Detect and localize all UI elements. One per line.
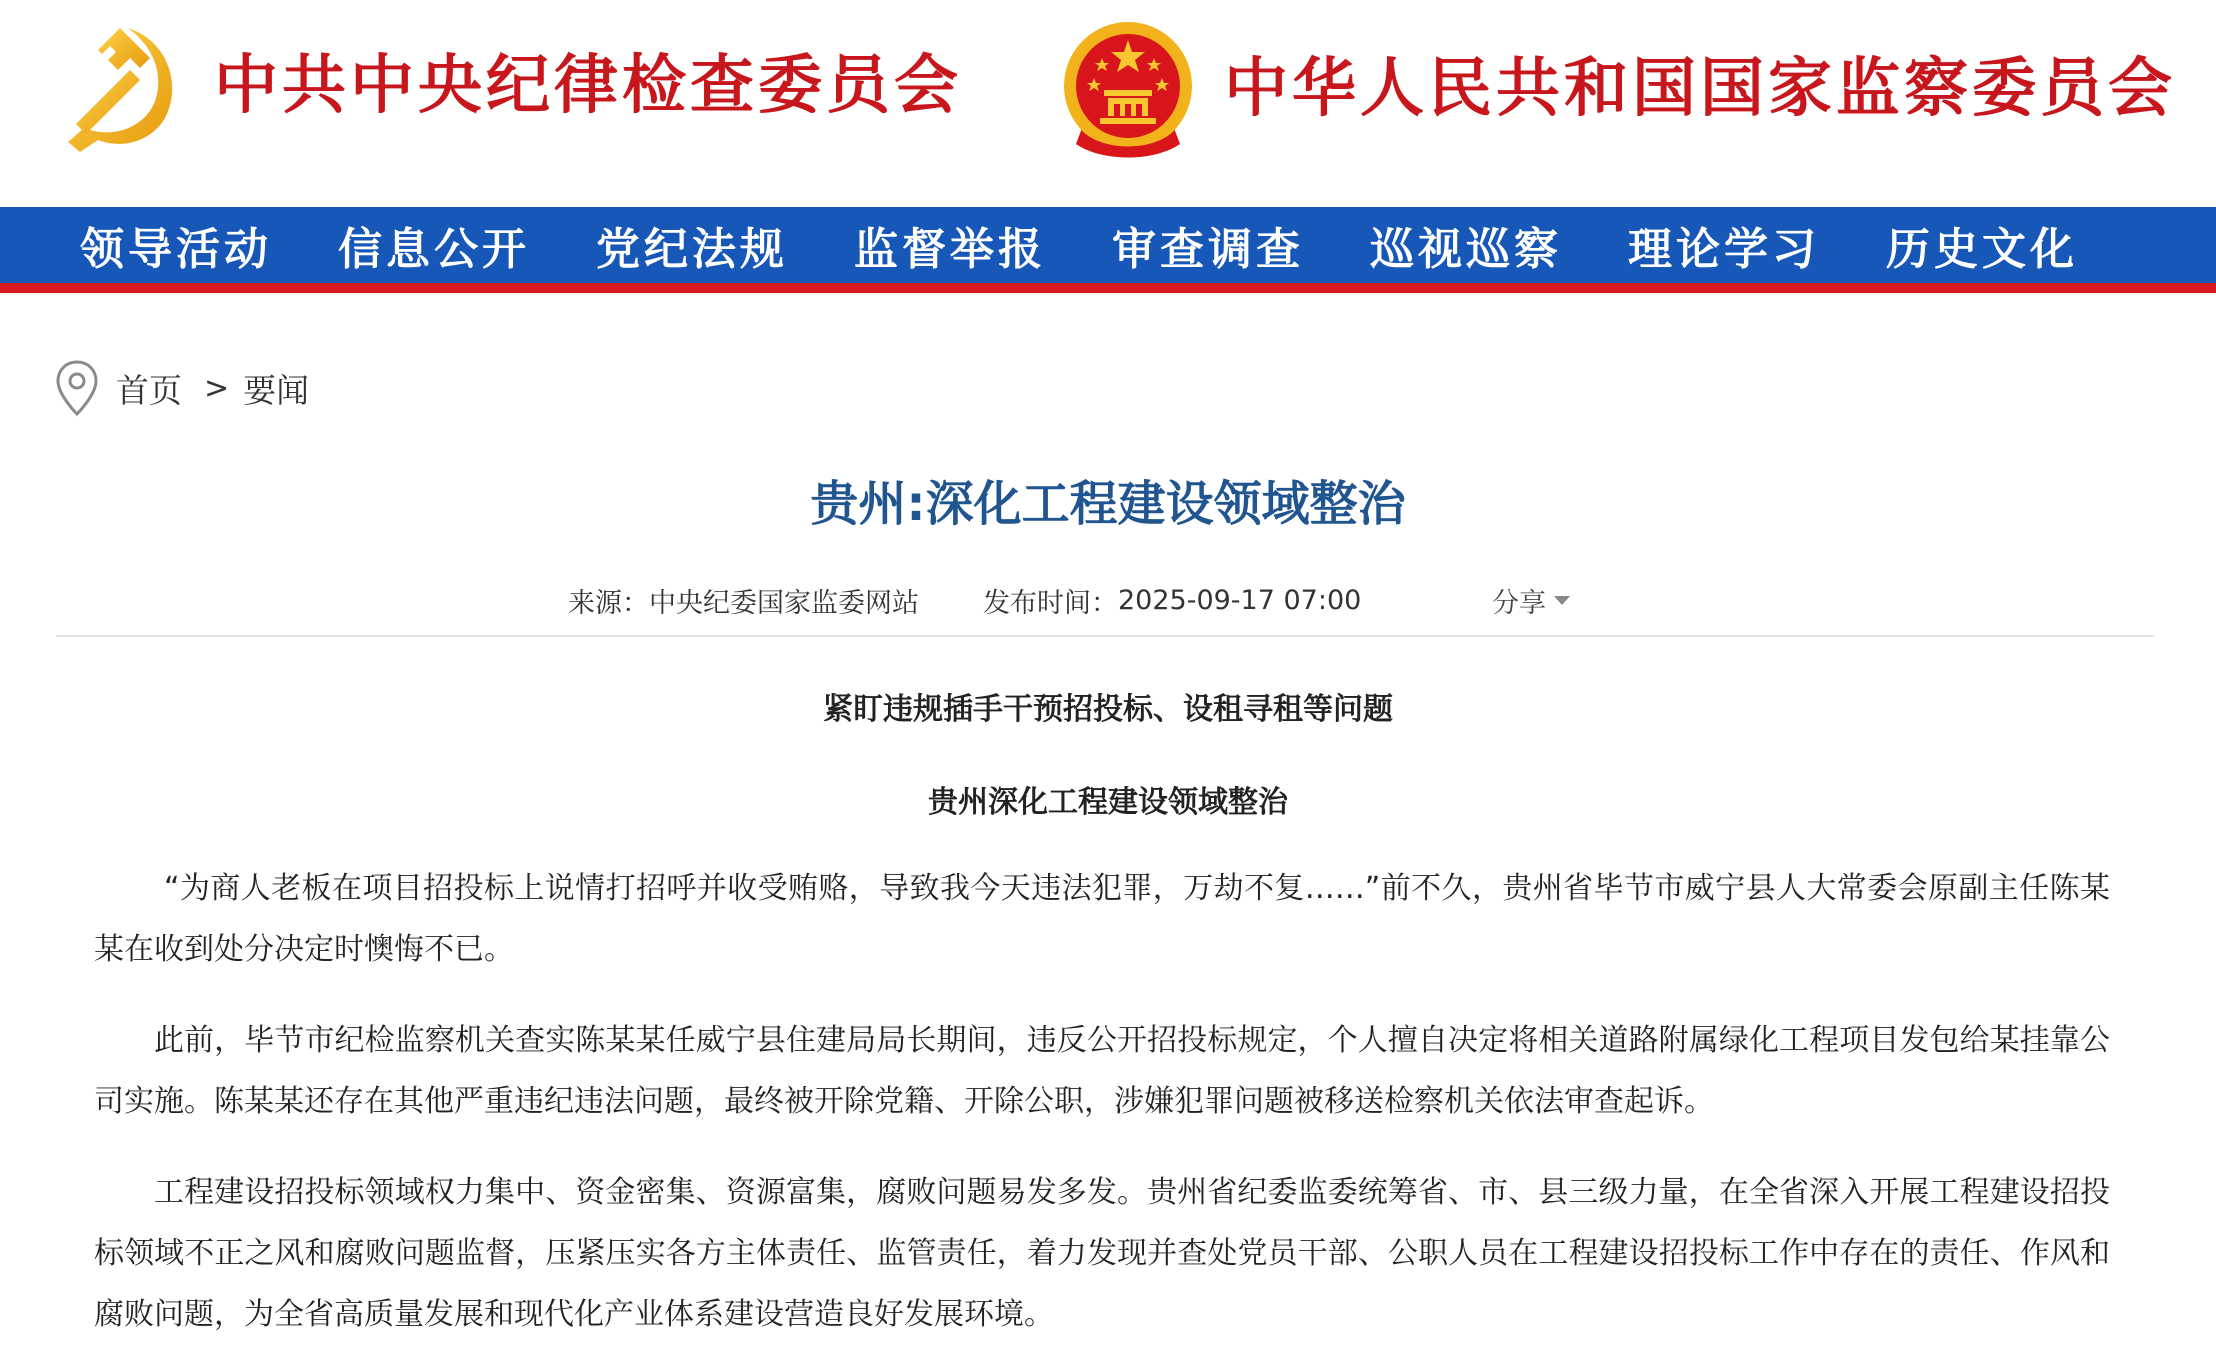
article-paragraph: 此前，毕节市纪检监察机关查实陈某某任威宁县住建局局长期间，违反公开招投标规定，个人擅自决定将相关道路附属绿化工程项目发包给某挂靠公司实施。陈某某还存在其他严重违纪违法问题，最终被开除党籍、开除公职，涉嫌犯罪问题被移送检察机关依法审查起诉。 (94, 1023, 2110, 1119)
nav-item-theory[interactable]: 理论学习 (1628, 224, 1820, 275)
nsc-name: 中华人民共和国国家监察委员会 (1224, 51, 2176, 126)
nav-item-leadership[interactable]: 领导活动 (80, 224, 272, 275)
article-subheading-2: 贵州深化工程建设领域整治 (928, 785, 1288, 820)
main-nav (0, 207, 2216, 293)
share-label: 分享 (1492, 587, 1546, 619)
breadcrumb-separator: > (204, 370, 230, 406)
national-emblem-icon (1062, 18, 1194, 160)
nav-item-inspection[interactable]: 巡视巡察 (1370, 224, 1562, 275)
meta-divider (56, 635, 2154, 637)
nav-item-report[interactable]: 监督举报 (854, 224, 1046, 275)
article-paragraph: 工程建设招投标领域权力集中、资金密集、资源富集，腐败问题易发多发。贵州省纪委监委统筹省、市、县三级力量，在全省深入开展工程建设招投标领域不正之风和腐败问题监督，压紧压实各方主体责任、监管责任，着力发现并查处党员干部、公职人员在工程建设招投标工作中存在的责任、作风和腐败问题，为全省高质量发展和现代化产业体系建设营造良好发展环境。 (94, 1175, 2110, 1332)
share-button[interactable] (1492, 580, 1570, 620)
site-header (0, 0, 2216, 207)
breadcrumb-home[interactable]: 首页 (116, 370, 182, 410)
article-subheading-1: 紧盯违规插手干预招投标、设租寻租等问题 (823, 692, 1393, 727)
article-time-value: 2025-09-17 07:00 (1118, 584, 1362, 616)
article-source: 来源：中央纪委国家监委网站 (568, 587, 919, 619)
location-pin-icon (54, 359, 100, 417)
ccdi-name: 中共中央纪律检查委员会 (214, 48, 962, 123)
caret-down-icon (1554, 596, 1570, 605)
breadcrumb-current[interactable]: 要闻 (243, 370, 310, 410)
nav-item-regulations[interactable]: 党纪法规 (596, 224, 788, 275)
article-paragraph: “为商人老板在项目招投标上说情打招呼并收受贿赂，导致我今天违法犯罪，万劫不复……”前不久，贵州省毕节市威宁县人大常委会原副主任陈某某在收到处分决定时懊悔不已。 (94, 871, 2110, 967)
breadcrumb (54, 358, 309, 418)
article-title: 贵州:深化工程建设领域整治 (810, 476, 1406, 532)
party-emblem-icon (58, 20, 182, 152)
article-meta (568, 580, 1361, 620)
nav-items (80, 207, 2144, 283)
ccdi-logo[interactable] (58, 20, 962, 152)
article-time-label: 发布时间： (983, 587, 1118, 619)
nsc-logo[interactable] (1062, 18, 2176, 160)
nav-item-investigation[interactable]: 审查调查 (1112, 224, 1304, 275)
nav-item-history[interactable]: 历史文化 (1886, 224, 2078, 275)
nav-item-information[interactable]: 信息公开 (338, 224, 530, 275)
